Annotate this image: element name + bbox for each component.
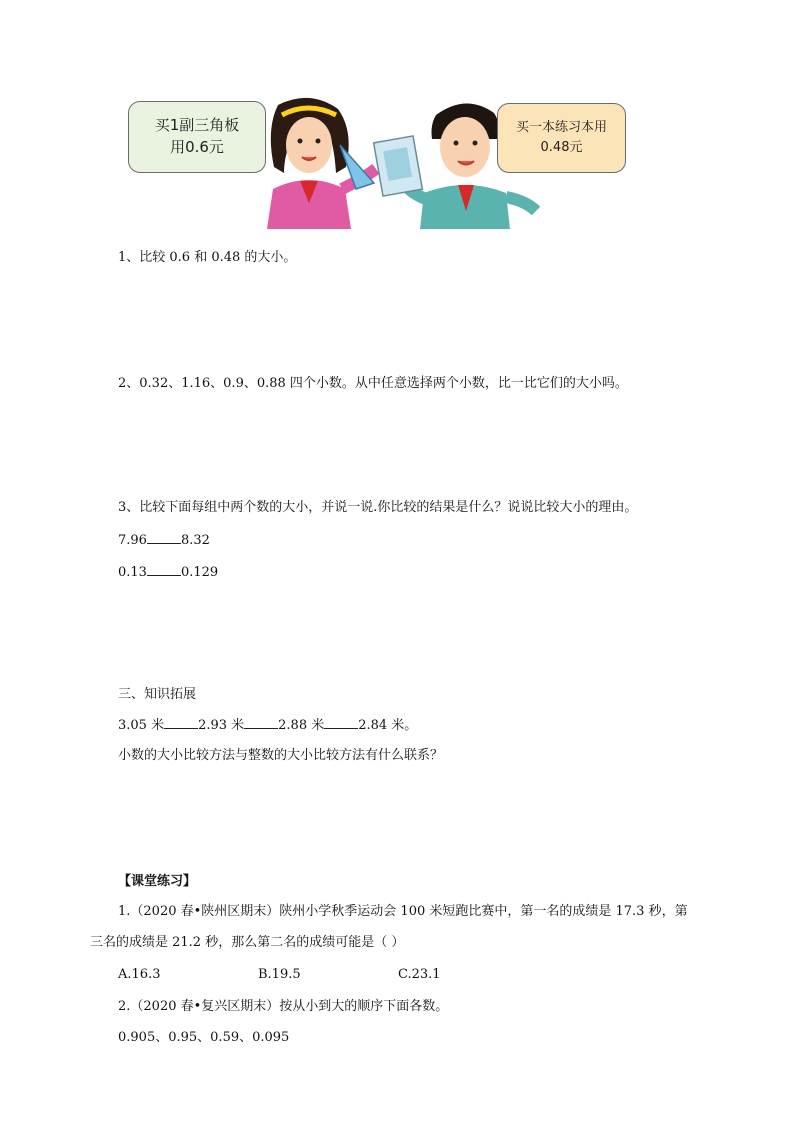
practice-2-line2: 0.905、0.95、0.59、0.095 xyxy=(118,1030,290,1045)
bubble-boy-line1: 买一本练习本用 xyxy=(515,120,607,135)
compare-row-1 xyxy=(118,531,210,550)
question-2: 2、0.32、1.16、0.9、0.88 四个小数。从中任意选择两个小数，比一比它们的大小吗。 xyxy=(118,376,628,391)
question-1: 1、比较 0.6 和 0.48 的大小。 xyxy=(118,250,297,265)
practice-1-line2: 三名的成绩是 21.2 秒，那么第二名的成绩可能是（ ） xyxy=(90,935,405,950)
practice-1-line1: 1.（2020 春•陕州区期末）陕州小学秋季运动会 100 米短跑比赛中，第一名的成绩是 17.3 秒，第 xyxy=(118,904,688,919)
option-c: C.23.1 xyxy=(398,967,441,982)
compare-row-1-left: 7.96 xyxy=(118,533,147,548)
speech-bubble-girl xyxy=(128,101,266,173)
question-3: 3、比较下面每组中两个数的大小，并说一说.你比较的结果是什么？说说比较大小的理由。 xyxy=(118,500,638,515)
section-title-knowledge: 三、知识拓展 xyxy=(118,687,197,702)
practice-title: 【课堂练习】 xyxy=(118,874,197,889)
ordering-value-4: 2.84 米。 xyxy=(358,718,418,733)
practice-2-line1: 2.（2020 春•复兴区期末）按从小到大的顺序下面各数。 xyxy=(118,999,449,1014)
ordering-value-3: 2.88 米 xyxy=(278,718,325,733)
bubble-girl-line1: 买1副三角板 xyxy=(154,116,240,134)
bubble-boy-line2: 0.48元 xyxy=(540,140,583,155)
ordering-value-1: 3.05 米 xyxy=(118,718,165,733)
bubble-girl-line2: 用0.6元 xyxy=(170,138,224,156)
compare-row-2-right: 0.129 xyxy=(180,565,219,580)
compare-row-2 xyxy=(118,563,218,582)
compare-row-2-left: 0.13 xyxy=(118,565,147,580)
answer-blank[interactable] xyxy=(244,716,278,729)
answer-blank[interactable] xyxy=(147,531,181,544)
ordering-value-2: 2.93 米 xyxy=(198,718,245,733)
ordering-row xyxy=(118,716,417,735)
answer-blank[interactable] xyxy=(147,563,181,576)
answer-blank[interactable] xyxy=(324,716,358,729)
speech-bubble-boy xyxy=(497,103,626,173)
option-b: B.19.5 xyxy=(258,967,301,982)
answer-blank[interactable] xyxy=(164,716,198,729)
compare-row-1-right: 8.32 xyxy=(180,533,210,548)
knowledge-question: 小数的大小比较方法与整数的大小比较方法有什么联系？ xyxy=(118,748,444,763)
option-a: A.16.3 xyxy=(118,967,161,982)
girl-figure xyxy=(267,98,376,229)
